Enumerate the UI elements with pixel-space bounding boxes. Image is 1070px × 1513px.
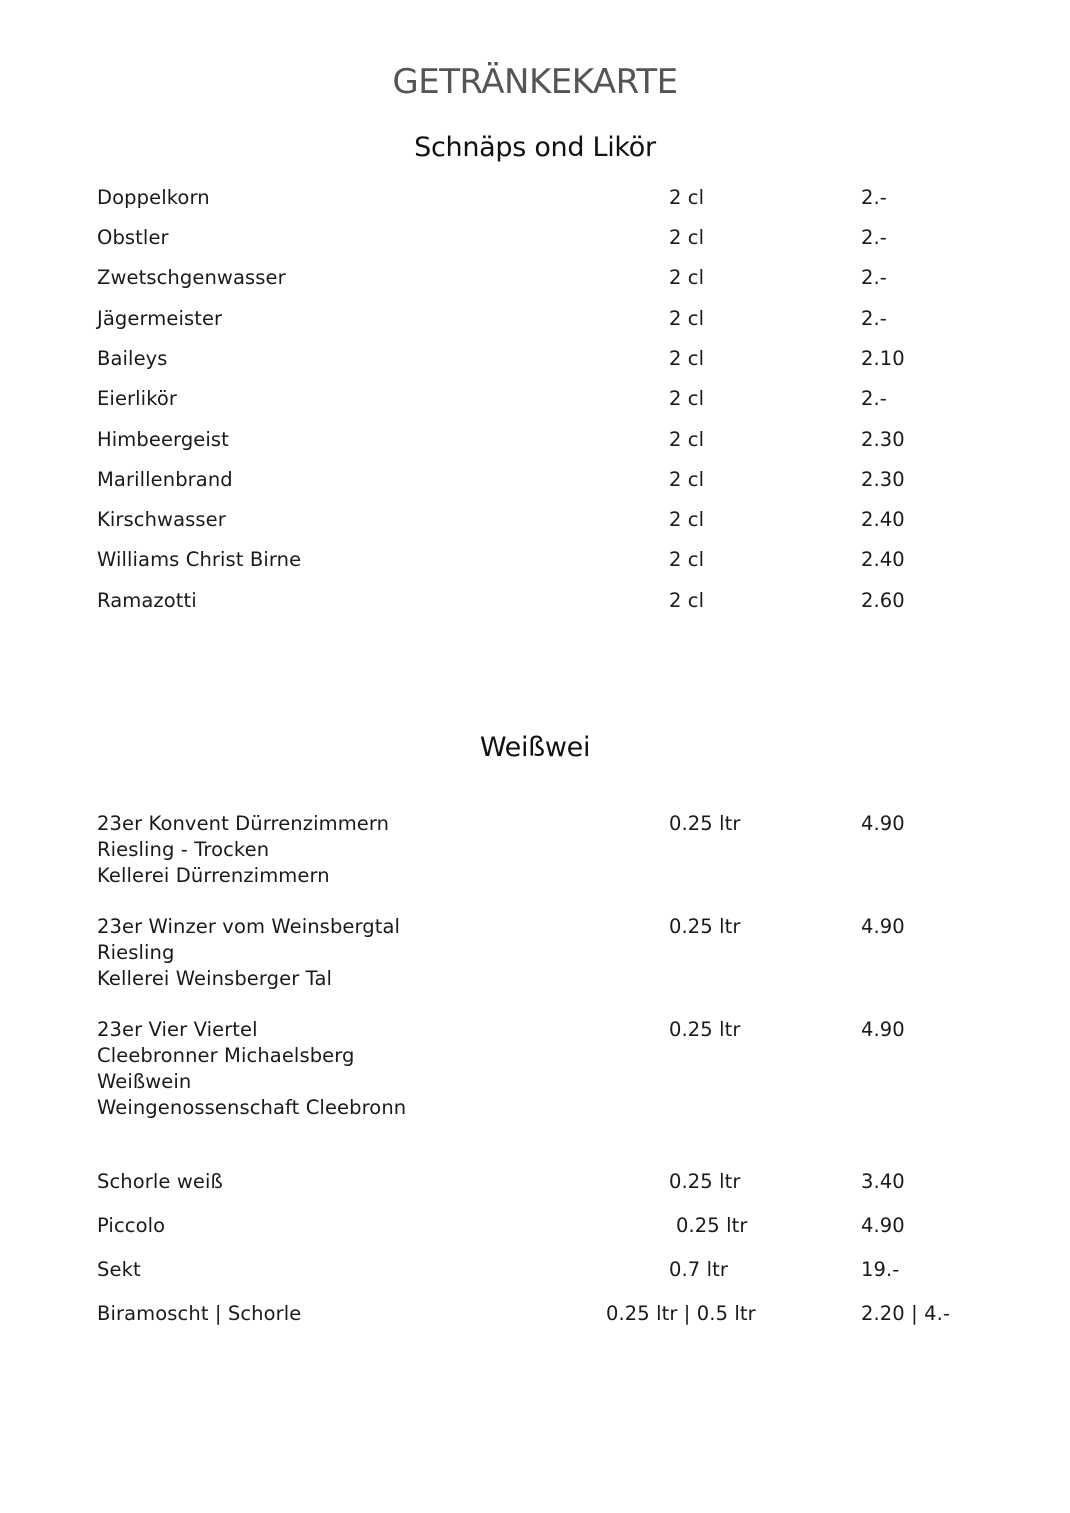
item-name: Ramazotti bbox=[97, 589, 197, 612]
wine-variety: Riesling bbox=[97, 941, 175, 964]
item-price: 2.40 bbox=[861, 508, 905, 531]
item-price: 3.40 bbox=[861, 1170, 905, 1193]
wine-variety: Weißwein bbox=[97, 1070, 192, 1093]
wine-size: 0.25 ltr bbox=[669, 1018, 741, 1041]
item-size: 2 cl bbox=[669, 387, 705, 410]
item-price: 2.- bbox=[861, 307, 887, 330]
item-price: 2.- bbox=[861, 387, 887, 410]
wine-name: 23er Vier Viertel bbox=[97, 1018, 258, 1041]
menu-title: GETRÄNKEKARTE bbox=[392, 62, 678, 102]
item-size: 0.25 ltr | 0.5 ltr bbox=[606, 1302, 756, 1325]
item-size: 2 cl bbox=[669, 468, 705, 491]
wine-producer: Weingenossenschaft Cleebronn bbox=[97, 1096, 407, 1119]
item-size: 2 cl bbox=[669, 548, 705, 571]
item-size: 2 cl bbox=[669, 508, 705, 531]
wine-price: 4.90 bbox=[861, 812, 905, 835]
item-name: Eierlikör bbox=[97, 387, 178, 410]
item-name: Schorle weiß bbox=[97, 1170, 223, 1193]
section-heading-schnaps: Schnäps ond Likör bbox=[414, 132, 656, 163]
item-price: 2.20 | 4.- bbox=[861, 1302, 951, 1325]
item-name: Himbeergeist bbox=[97, 428, 229, 451]
item-name: Baileys bbox=[97, 347, 168, 370]
wine-origin: Cleebronner Michaelsberg bbox=[97, 1044, 355, 1067]
wine-size: 0.25 ltr bbox=[669, 915, 741, 938]
wine-variety: Riesling - Trocken bbox=[97, 838, 270, 861]
item-name: Kirschwasser bbox=[97, 508, 226, 531]
wine-size: 0.25 ltr bbox=[669, 812, 741, 835]
item-size: 2 cl bbox=[669, 307, 705, 330]
item-size: 2 cl bbox=[669, 428, 705, 451]
item-price: 19.- bbox=[861, 1258, 900, 1281]
item-price: 4.90 bbox=[861, 1214, 905, 1237]
wine-name: 23er Winzer vom Weinsbergtal bbox=[97, 915, 401, 938]
item-price: 2.30 bbox=[861, 428, 905, 451]
item-price: 2.- bbox=[861, 226, 887, 249]
section-heading-weisswein: Weißwei bbox=[479, 732, 591, 763]
item-name: Jägermeister bbox=[97, 307, 223, 330]
item-size: 0.25 ltr bbox=[676, 1214, 748, 1237]
item-name: Sekt bbox=[97, 1258, 141, 1281]
wine-price: 4.90 bbox=[861, 1018, 905, 1041]
item-name: Biramoscht | Schorle bbox=[97, 1302, 302, 1325]
item-size: 2 cl bbox=[669, 186, 705, 209]
item-size: 0.25 ltr bbox=[669, 1170, 741, 1193]
item-price: 2.60 bbox=[861, 589, 905, 612]
item-price: 2.- bbox=[861, 186, 887, 209]
wine-name: 23er Konvent Dürrenzimmern bbox=[97, 812, 390, 835]
wine-producer: Kellerei Dürrenzimmern bbox=[97, 864, 330, 887]
wine-price: 4.90 bbox=[861, 915, 905, 938]
item-size: 2 cl bbox=[669, 589, 705, 612]
item-price: 2.- bbox=[861, 266, 887, 289]
item-name: Williams Christ Birne bbox=[97, 548, 302, 571]
item-price: 2.30 bbox=[861, 468, 905, 491]
item-name: Obstler bbox=[97, 226, 169, 249]
item-name: Doppelkorn bbox=[97, 186, 210, 209]
item-price: 2.40 bbox=[861, 548, 905, 571]
item-price: 2.10 bbox=[861, 347, 905, 370]
item-size: 2 cl bbox=[669, 347, 705, 370]
item-name: Marillenbrand bbox=[97, 468, 233, 491]
wine-producer: Kellerei Weinsberger Tal bbox=[97, 967, 333, 990]
item-size: 0.7 ltr bbox=[669, 1258, 728, 1281]
item-size: 2 cl bbox=[669, 226, 705, 249]
item-name: Zwetschgenwasser bbox=[97, 266, 286, 289]
item-size: 2 cl bbox=[669, 266, 705, 289]
item-name: Piccolo bbox=[97, 1214, 166, 1237]
